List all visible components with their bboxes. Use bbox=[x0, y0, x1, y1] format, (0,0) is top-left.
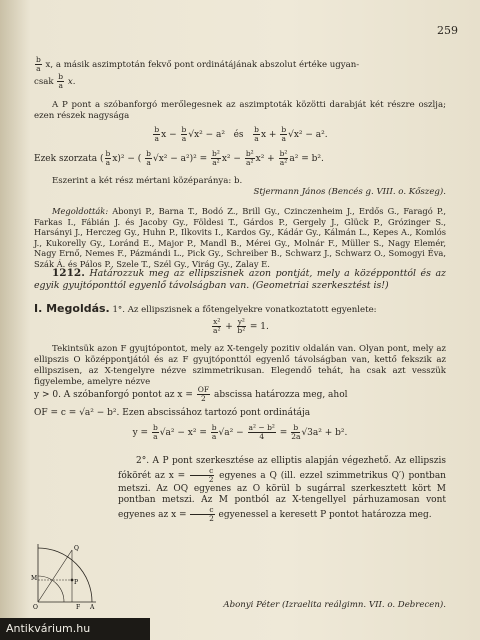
label-o: O bbox=[33, 604, 38, 610]
paragraph-2: A P pont a szóbanforgó merőlegesnek az aszimptoták közötti darabját két részre oszlja; ezen részek nagysága bbox=[34, 100, 446, 121]
outer-arc bbox=[38, 548, 92, 602]
label-f: F bbox=[76, 604, 81, 610]
label-p: P bbox=[74, 579, 79, 586]
page-number: 259 bbox=[437, 24, 458, 37]
solution-intro: I. Megoldás. 1°. Az ellipszisnek a főtengelyekre vonatkoztatott egyenlete: bbox=[34, 302, 377, 315]
equation-2: Ezek szorzata ( $\frac{b}{a}$ x)² − ( $\frac{b}{a}$ √x² − a²)² = $\frac{\text{b²}}{\text{a²}}$ x² − $\frac{\text{b²}}{\text{a²}}$ x² + $\frac{\text{b²}}{\text{a²}}$ a² = b². bbox=[34, 149, 324, 167]
signature-2: Abonyi Péter (Izraelita reálgimn. VII. o. Debrecen). bbox=[223, 600, 446, 610]
signature-1: Stjermann János (Bencés g. VIII. o. Kőszeg). bbox=[253, 187, 446, 197]
paragraph-4: Eszerint a két rész mértani középaránya: b. bbox=[52, 176, 243, 186]
label-a: A bbox=[90, 604, 95, 610]
paragraph-6: y > 0. A szóbanforgó pontot az x = $\frac{OF}{2}$ abscissa határozza meg, ahol bbox=[34, 385, 348, 403]
equation-3: y = $\frac{b}{a}$ √a² − x² = $\frac{b}{a}$ √a² − $\frac{\text{a² − b²}}{4}$ = $\frac{b}{2a}$ √3a² + b². bbox=[132, 423, 348, 441]
label-q: Q bbox=[74, 545, 79, 552]
solvers-list: Megoldották: Abonyi P., Barna T., Bodó Z., Brill Gy., Czinczenheim J., Erdős G., Faragó P., Farkas I., Fábián J. és Jacoby Gy., Földesi T., Gárdos P., Gergely J., Glück P., Grózinger S., Harsányi J., Herczeg Gy., Huhn P., Ilkovits I., Kardos Gy., Kádár Gy., Kálmán L., Kepes A., Komlós J., Kukorelly Gy., Loránd E., Major P., Mandl B., Mérei Gy., Molnár F., Müller S., Nagy Elemér, Nagy Ernő, Nemes F., Pázmándi L., Pick Gy., Schreiber B., Schwarz J., Schwarz O., Somogyi Éva, Szák Á. és Pálos P., Szele T., Szél Gy., Virág Gy., Zalay E. bbox=[34, 206, 446, 269]
ellipse-equation: $\frac{\text{x²}}{\text{a²}}$ + $\frac{\text{y²}}{\text{b²}}$ = 1. bbox=[213, 317, 269, 335]
paragraph-8: 2°. A P pont szerkesztése az elliptis alapján végezhető. Az ellipszis fókörét az x = $\frac{c}{2}$ egyenes a Q (ill. ezzel szimmetrikus Q′) pontban metszi. Az OQ egyenes az O körül b sugárral szerkesztett kört M pontban metszi. Az M pontból az X-tengellyel párhuzamosan vont egyenes az x = $\frac{c}{2}$ egyenessel a keresett P pontot határozza meg. bbox=[118, 456, 446, 523]
paragraph-1: $\frac{b}{a}$ x, a másik aszimptotán fekvő pont ordinátájának abszolut értéke ugyan- csak $\frac{b}{a}$ x. bbox=[34, 55, 360, 90]
paragraph-7: OF = c = √a² − b². Ezen abscissához tartozó pont ordinátája bbox=[34, 408, 311, 418]
point-p bbox=[71, 579, 74, 582]
label-m: M bbox=[31, 575, 38, 582]
paragraph-5: Tekintsük azon F gyujtópontot, mely az X-tengely pozitiv oldalán van. Olyan pont, mely az ellipszis O középpontjától és az F gyujtóponttól egyenlő távolságban van, kettő fekszik az ellipszisen, az X-tengelyre nézve szimmetrikusan. Elegendő tehát, ha csak azt vesszük figyelembe, amelyre nézve bbox=[34, 344, 446, 387]
fraction: $\frac{b}{a}$ bbox=[58, 72, 64, 90]
problem-1212: 1212. Határozzuk meg az ellipszisnek azon pontját, mely a középponttól és az egyik gyujtóponttól egyenlő távolságban van. (Geometriai szerkesztést is!) bbox=[34, 267, 446, 291]
watermark: Antikvárium.hu bbox=[0, 618, 150, 640]
equation-1: $\frac{b}{a}$ x − $\frac{b}{a}$ √x² − a² és $\frac{b}{a}$ x + $\frac{b}{a}$ √x² − a². bbox=[154, 125, 328, 143]
fraction: $\frac{b}{a}$ bbox=[36, 55, 41, 73]
oq-line bbox=[38, 550, 72, 602]
